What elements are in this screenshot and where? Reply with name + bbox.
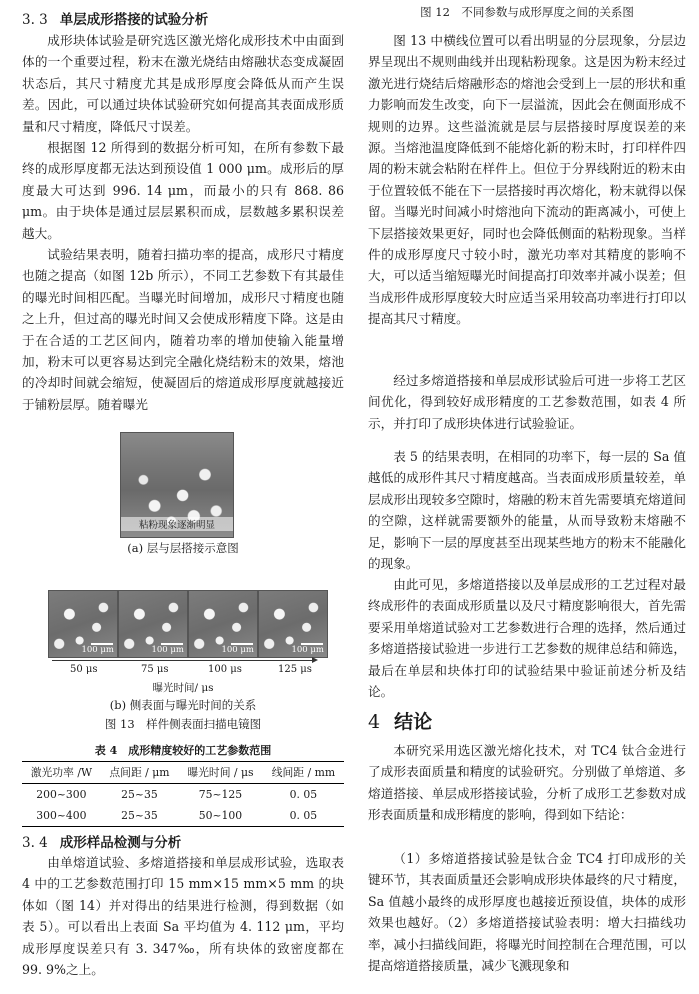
section-number: 4 bbox=[368, 711, 381, 733]
table-cell: 25~35 bbox=[101, 805, 178, 827]
sem-image-50us bbox=[48, 590, 118, 658]
section-title: 成形样品检测与分析 bbox=[59, 835, 182, 851]
column-header: 线间距 / mm bbox=[263, 762, 344, 784]
sem-image-75us bbox=[118, 590, 188, 658]
column-header: 曝光时间 / μs bbox=[178, 762, 263, 784]
paragraph: 由此可见，多熔道搭接以及单层成形的工艺过程对最终成形件的表面成形质量以及尺寸精度影响很大，首先需要采用单熔道试验对工艺参数进行合理的选择，然后通过多熔道搭接试验进一步进行工艺参数的规律总结和筛选，最后在单层和块体打印的试验结果中验证前述分析及结论。 bbox=[368, 577, 686, 700]
figure-12-caption: 图 12 不同参数与成形厚度之间的关系图 bbox=[420, 5, 634, 19]
section-3-3-heading bbox=[22, 8, 208, 28]
section-3-4-heading bbox=[22, 831, 181, 851]
scale-label: 100 μm bbox=[291, 645, 324, 655]
section-title: 单层成形搭接的试验分析 bbox=[59, 12, 209, 28]
paragraph: 由单熔道试验、多熔道搭接和单层成形试验，选取表 4 中的工艺参数范围打印 15 mm×15 mm×5 mm 的块体如（图 14）并对得出的结果进行检测，得到数据（如表 5）。可以看出上表面 Sa 平均值为 4. 112 μm，平均成形厚度误差只有 3. 347‰，所有块体的致密度都在 99. 9%之上。 bbox=[22, 855, 344, 978]
axis-tick: 75 μs bbox=[141, 664, 169, 675]
table-row bbox=[22, 784, 344, 806]
paragraph: 图 13 中横线位置可以看出明显的分层现象，分层边界呈现出不规则曲线并出现粘粉现象。这是因为粉末经过激光进行烧结后熔融形态的熔池会受到上一层的形状和重力影响而发生改变，向下一层溢流，因此会在侧面形成不规则的边界。这些溢流就是层与层搭接时厚度误差的来源。当熔池温度降低到不能熔化新的粉末时，打印样件四周的粉末就会粘附在样件上。但位于分界线附近的粉末由于位置较低不能在下一层搭接时再次熔化，粉末就得以保留。当曝光时间减小时熔池向下流动的距离减小，可使上下层搭接效果更好，同时也会降低侧面的粘粉现象。当样件的成形厚度尺寸较小时，激光功率对其精度的影响不大，可以适当缩短曝光时间提高打印效率并减小误差；但当成形件成形厚度较大时应适当采用较高功率进行打印以提高其尺寸精度。 bbox=[368, 33, 686, 327]
paragraph: 试验结果表明，随着扫描功率的提高，成形尺寸精度也随之提高（如图 12b 所示），不同工艺参数下有其最佳的曝光时间相匹配。当曝光时间增加，成形尺寸精度也随之上升，但过高的曝光时间又会使成形精度下降。这是由于在合适的工艺区间内，随着功率的增加使输入能量增加，粉末可以更容易达到完全融化烧结粉末的效果，熔池的冷却时间就会缩短，使凝固后的熔道成形厚度就越接近于铺粉层厚。随着曝光 bbox=[22, 247, 344, 412]
paragraph: 根据图 12 所得到的数据分析可知，在所有参数下最终的成形厚度都无法达到预设值 1 000 μm。成形后的厚度最大可达到 996. 14 μm，而最小的只有 868. 86 μm。由于块体是通过层层累积而成，层数越多累积误差越大。 bbox=[22, 140, 344, 241]
table-cell: 300~400 bbox=[22, 805, 101, 827]
table-cell: 200~300 bbox=[36, 788, 87, 801]
axis-tick: 50 μs bbox=[70, 664, 98, 675]
paragraph: 本研究采用选区激光熔化技术，对 TC4 钛合金进行了成形表面质量和精度的试验研究。分别做了单熔道、多熔道搭接、单层成形搭接试验，分析了成形工艺参数对成形表面质量和成形精度的影响，得到如下结论： bbox=[368, 743, 686, 823]
column-header: 点间距 / μm bbox=[101, 762, 178, 784]
table-cell: 75~125 bbox=[198, 788, 243, 801]
sem-image-125us bbox=[258, 590, 328, 658]
figure-13b-caption: (b) 侧表面与曝光时间的关系 bbox=[109, 698, 257, 712]
section-number: 3. 3 bbox=[22, 12, 48, 28]
column-header: 激光功率 /W bbox=[22, 762, 101, 784]
sem-image-100us bbox=[188, 590, 258, 658]
figure-annotation: 粘粉现象逐渐明显 bbox=[121, 517, 233, 531]
table-cell: 25~35 bbox=[121, 788, 158, 801]
table-cell: 0. 05 bbox=[289, 788, 318, 801]
table-4-caption: 表 4 成形精度较好的工艺参数范围 bbox=[94, 744, 272, 757]
paragraph: 表 5 的结果表明，在相同的功率下，每一层的 Sa 值越低的成形件其尺寸精度越高。当表面成形质量较差，单层成形出现较多空隙时，熔融的粉末首先需要填充熔道间的空隙，这样就需要额外的能量，从而导致粉末熔融不足，影响下一层的厚度甚至出现某些地方的粉末不能融化的现象。 bbox=[368, 449, 686, 572]
table-header-row bbox=[22, 762, 344, 784]
figure-13a-caption: (a) 层与层搭接示意图 bbox=[127, 541, 239, 555]
table-cell: 50~100 bbox=[178, 805, 263, 827]
figure-13-caption: 图 13 样件侧表面扫描电镜图 bbox=[104, 717, 262, 731]
scale-label: 100 μm bbox=[221, 645, 254, 655]
paragraph: 经过多熔道搭接和单层成形试验后可进一步将工艺区间优化，得到较好成形精度的工艺参数范围，如表 4 所示，并打印了成形块体进行试验验证。 bbox=[368, 373, 686, 431]
scale-label: 100 μm bbox=[151, 645, 184, 655]
paragraph: 成形块体试验是研究选区激光熔化成形技术中由面到体的一个重要过程，粉末在激光烧结由熔融状态变成凝固状态后，其尺寸精度尤其是成形厚度会降低从而产生误差。因此，可以通过块体试验研究如何提高其表面成形质量和尺寸精度，降低尺寸误差。 bbox=[22, 33, 344, 134]
table-4 bbox=[22, 761, 344, 827]
paragraph: （1）多熔道搭接试验是钛合金 TC4 打印成形的关键环节，其表面质量还会影响成形块体最终的尺寸精度，Sa 值越小最终的成形厚度也越接近预设值，块体的成形效果也越好。（2）多熔道搭接试验表明：增大扫描线功率，减小扫描线间距，将曝光时间控制在合理范围，可以提高熔道搭接质量，减少飞溅现象和 bbox=[368, 851, 686, 974]
scale-label: 100 μm bbox=[81, 645, 114, 655]
axis-tick: 125 μs bbox=[278, 664, 312, 675]
exposure-axis-line bbox=[52, 660, 316, 661]
section-4-heading bbox=[368, 707, 432, 734]
axis-tick: 100 μs bbox=[208, 664, 242, 675]
section-title: 结论 bbox=[394, 711, 433, 733]
axis-label: 曝光时间/ μs bbox=[152, 682, 214, 694]
table-row bbox=[22, 805, 344, 827]
section-number: 3. 4 bbox=[22, 835, 48, 851]
axis-arrow-icon bbox=[312, 657, 318, 663]
sem-image-layer-overlap bbox=[120, 432, 234, 538]
table-cell: 0. 05 bbox=[263, 805, 344, 827]
